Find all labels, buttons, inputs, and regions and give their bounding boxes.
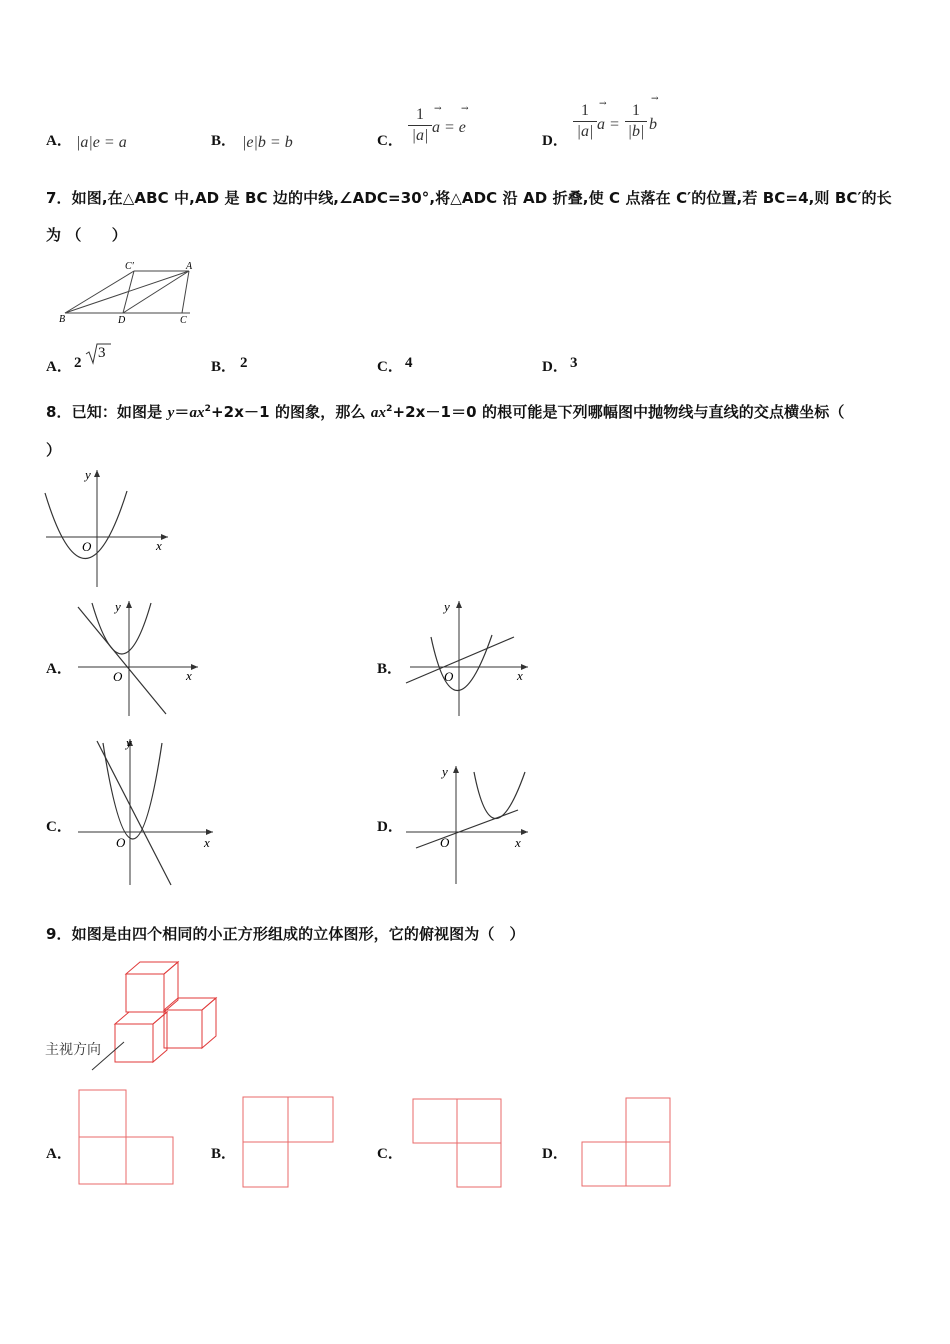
parabola <box>474 772 525 819</box>
y-axis-arrow-icon <box>126 601 132 608</box>
parabola <box>431 635 492 691</box>
x-axis-label: x <box>515 835 521 850</box>
q6-d-numerator-1: 1 <box>581 102 589 119</box>
parabola <box>103 743 162 839</box>
x-axis-label: x <box>204 835 210 850</box>
y-axis-label: y <box>115 599 121 614</box>
q9-option-d-figure[interactable] <box>579 1095 675 1191</box>
q8-option-a-label[interactable]: A． <box>46 661 72 677</box>
q7-option-c-value: 4 <box>405 355 413 371</box>
label-b: B <box>59 314 66 325</box>
q6-d-denominator-1: |a| <box>576 123 594 140</box>
x-axis-arrow-icon <box>521 829 528 835</box>
q6-option-d-fraction-2 <box>625 102 647 141</box>
q9-option-b-label[interactable]: B． <box>211 1146 237 1162</box>
segment-ac <box>182 271 189 313</box>
label-c: C <box>180 315 187 326</box>
y-axis-label: y <box>444 599 450 614</box>
q9-option-b-figure[interactable] <box>240 1094 336 1190</box>
y-axis-arrow-icon <box>456 601 462 608</box>
q8-option-c-graph[interactable] <box>70 735 220 890</box>
line <box>97 741 171 885</box>
q9-option-a-figure[interactable] <box>76 1087 178 1189</box>
q9-text-line1: 9．如图是由四个相同的小正方形组成的立体图形，它的俯视图为（ ） <box>46 925 525 943</box>
q7-option-d-label[interactable]: D． <box>542 359 568 375</box>
q7-text-line1: 7．如图,在△ABC 中,AD 是 BC 边的中线,∠ADC=30°,将△ADC 沿 AD 折叠,使 C 点落在 C′的位置,若 BC=4,则 BC′的长 <box>46 189 892 207</box>
y-axis-label: y <box>442 764 448 779</box>
q6-option-c-label[interactable]: C． <box>377 133 403 149</box>
origin-label: O <box>444 669 454 684</box>
q7-option-a-root: 3 <box>98 345 106 361</box>
q6-option-b-expr: |e|b = b <box>242 134 293 151</box>
q8-option-d-label[interactable]: D． <box>377 819 403 835</box>
q6-c-denominator: |a| <box>411 127 429 144</box>
q6-option-d-rest: b <box>649 116 657 133</box>
q6-d-numerator-2: 1 <box>632 102 640 119</box>
x-axis-arrow-icon <box>161 534 168 540</box>
segment-ba <box>65 271 189 313</box>
origin-label: O <box>116 835 126 850</box>
q9-option-a-label[interactable]: A． <box>46 1146 72 1162</box>
q6-option-d-mid: a = <box>597 116 620 133</box>
q8-option-a-graph[interactable] <box>70 595 205 720</box>
q7-figure <box>55 258 205 326</box>
q6-option-b-label[interactable]: B． <box>211 133 237 149</box>
vector-arrow-icon: → <box>651 94 659 104</box>
parabola <box>92 603 151 654</box>
fraction-bar <box>408 125 432 126</box>
q8-option-d-graph[interactable] <box>400 760 535 888</box>
q7-option-b-label[interactable]: B． <box>211 359 237 375</box>
q8-text-line2: ） <box>46 441 62 459</box>
segment-da <box>123 271 189 313</box>
x-axis-label: x <box>186 668 192 683</box>
origin-label: O <box>440 835 450 850</box>
cube-front-top <box>115 1012 167 1024</box>
line <box>406 637 514 683</box>
fraction-bar <box>625 121 647 122</box>
y-axis-arrow-icon <box>453 766 459 773</box>
label-d: D <box>118 315 126 326</box>
cube-front-side <box>153 1012 167 1062</box>
line <box>78 607 166 714</box>
x-axis-label: x <box>156 538 162 553</box>
cube-right-front <box>164 1010 202 1048</box>
line <box>416 810 518 848</box>
q8-option-b-graph[interactable] <box>400 595 535 720</box>
q9-option-d-label[interactable]: D． <box>542 1146 568 1162</box>
q6-option-a-expr: |a|e = a <box>76 134 127 151</box>
fraction-bar <box>573 121 597 122</box>
q6-option-c-rest: a = e <box>432 119 466 136</box>
q6-option-c-fraction <box>408 106 432 145</box>
q7-option-a-value: 2 <box>74 355 82 371</box>
q8-text-line1: 8．已知：如图是 $y=ax^2+2x-1$ 的图象，那么 $ax^2+2x-1=0$ 的根可能是下列哪幅图中抛物线与直线的交点横坐标（ <box>46 403 845 421</box>
cube-top-front <box>126 974 164 1012</box>
q6-c-numerator: 1 <box>416 106 424 123</box>
q7-text-line2: 为 （ ） <box>46 226 127 244</box>
origin-label: O <box>113 669 123 684</box>
label-c-prime: C′ <box>125 261 134 272</box>
q7-option-c-label[interactable]: C． <box>377 359 403 375</box>
y-axis-label: y <box>126 735 132 750</box>
q6-option-d-label[interactable]: D． <box>542 133 568 149</box>
y-axis-arrow-icon <box>94 470 100 477</box>
vector-arrow-icon: → <box>434 104 442 114</box>
q7-option-a-label[interactable]: A． <box>46 359 72 375</box>
vector-arrow-icon: → <box>599 99 607 109</box>
vector-arrow-icon: → <box>461 104 469 114</box>
q6-option-d-fraction-1 <box>573 102 597 141</box>
label-a: A <box>186 261 193 272</box>
q7-option-d-value: 3 <box>570 355 578 371</box>
q9-view-label: 主视方向 <box>45 1042 101 1058</box>
cube-top-top <box>126 962 178 974</box>
q7-option-b-value: 2 <box>240 355 248 371</box>
x-axis-label: x <box>517 668 523 683</box>
q8-option-b-label[interactable]: B． <box>377 661 403 677</box>
q6-d-denominator-2: |b| <box>627 123 645 140</box>
cube-right-top <box>164 998 216 1010</box>
q9-option-c-figure[interactable] <box>410 1096 506 1192</box>
x-axis-arrow-icon <box>191 664 198 670</box>
q8-main-graph <box>40 465 175 590</box>
cube-right-side <box>202 998 216 1048</box>
segment-bc-prime <box>65 271 134 313</box>
cube-front-front <box>115 1024 153 1062</box>
q9-3d-figure <box>40 958 230 1078</box>
y-axis-label: y <box>85 467 91 482</box>
q6-option-a-label[interactable]: A． <box>46 133 72 149</box>
q9-option-c-label[interactable]: C． <box>377 1146 403 1162</box>
q8-option-c-label[interactable]: C． <box>46 819 72 835</box>
origin-label: O <box>82 539 92 554</box>
